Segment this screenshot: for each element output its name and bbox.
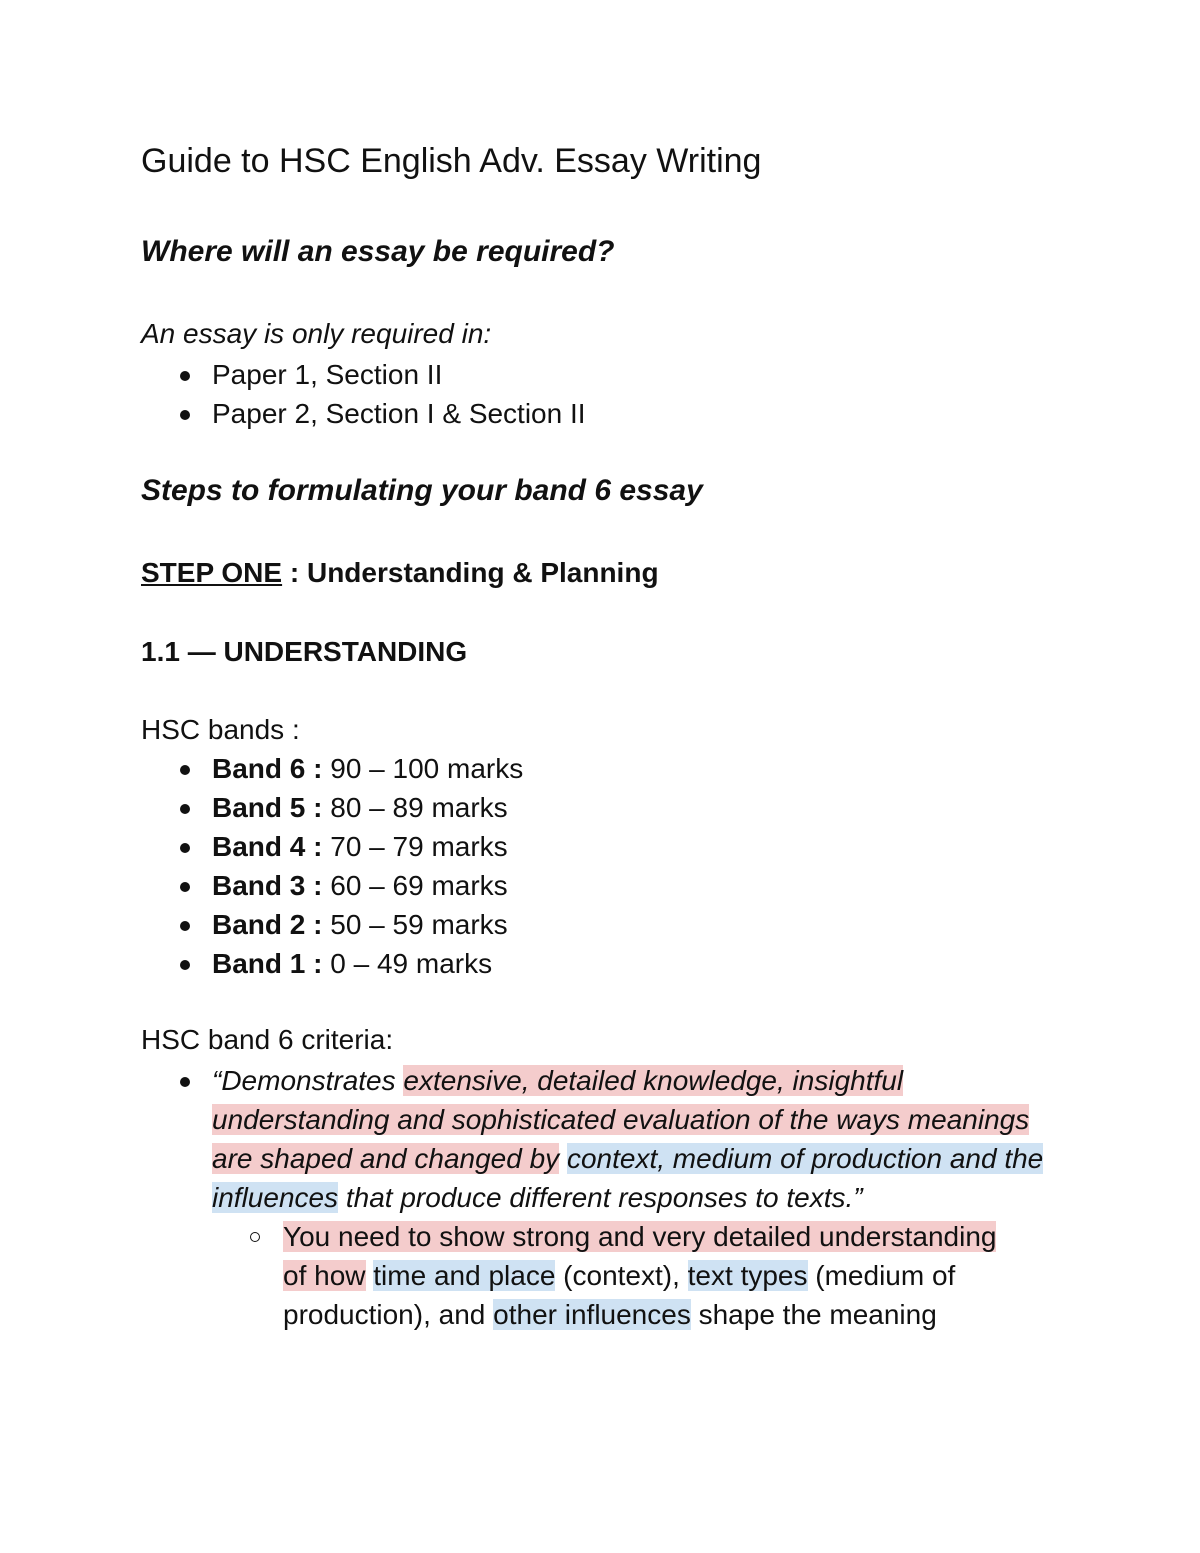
explanation-part: (context),	[555, 1260, 688, 1291]
step-one-label: STEP ONE	[141, 557, 283, 588]
document-title: Guide to HSC English Adv. Essay Writing	[141, 142, 762, 180]
quote-highlight-red: extensive, detailed knowledge, insightful understanding and sophisticated evaluation of the ways meanings are shaped and changed by	[212, 1065, 1030, 1174]
quote-part: “Demonstrates	[212, 1065, 404, 1096]
list-item	[141, 944, 523, 983]
band-name: Band 6 :	[212, 753, 323, 784]
band6-criteria-label: HSC band 6 criteria:	[141, 1024, 394, 1055]
criteria-explanation	[212, 1217, 1012, 1334]
list-item	[141, 827, 523, 866]
band-name: Band 3 :	[212, 870, 323, 901]
list-item	[141, 905, 523, 944]
list-item: Paper 2, Section I & Section II	[141, 394, 586, 433]
band-marks: 50 – 59 marks	[330, 909, 508, 940]
essay-required-list	[141, 355, 586, 433]
quote-part: that produce different responses to texts.”	[338, 1182, 863, 1213]
list-item	[141, 749, 523, 788]
explanation-highlight-red: You need to show strong and very detailed understanding of how	[283, 1221, 997, 1291]
band-marks: 70 – 79 marks	[330, 831, 508, 862]
band-marks: 0 – 49 marks	[330, 948, 493, 979]
step-one-heading	[141, 556, 659, 590]
understanding-subheading: 1.1 — UNDERSTANDING	[141, 636, 468, 667]
heading-steps: Steps to formulating your band 6 essay	[141, 474, 703, 507]
explanation-part: shape the meaning	[690, 1299, 937, 1330]
band-marks: 60 – 69 marks	[330, 870, 508, 901]
list-item	[141, 866, 523, 905]
quote-highlight-blue: context, medium of production and the influences	[212, 1143, 1044, 1213]
quote-part	[559, 1143, 567, 1174]
hsc-bands-list	[141, 749, 523, 983]
band-marks: 80 – 89 marks	[330, 792, 508, 823]
explanation-part: (medium of production), and	[283, 1260, 956, 1330]
explanation-highlight-blue: text types	[687, 1260, 808, 1291]
heading-where-essay-required: Where will an essay be required?	[141, 235, 615, 268]
band-marks: 90 – 100 marks	[330, 753, 524, 784]
list-item: Paper 1, Section II	[141, 355, 586, 394]
criteria-quote	[141, 1061, 1066, 1334]
hsc-bands-label: HSC bands :	[141, 714, 300, 745]
essay-required-intro: An essay is only required in:	[141, 318, 492, 349]
explanation-highlight-blue: time and place	[373, 1260, 556, 1291]
band6-criteria-list	[141, 1061, 1066, 1334]
band-name: Band 5 :	[212, 792, 323, 823]
band-name: Band 2 :	[212, 909, 323, 940]
step-one-title: Understanding & Planning	[306, 557, 659, 588]
list-item	[141, 788, 523, 827]
explanation-highlight-blue: other influences	[493, 1299, 691, 1330]
criteria-explanation-list	[212, 1217, 1012, 1334]
band-name: Band 4 :	[212, 831, 323, 862]
step-one-separator: :	[282, 557, 307, 588]
band-name: Band 1 :	[212, 948, 323, 979]
